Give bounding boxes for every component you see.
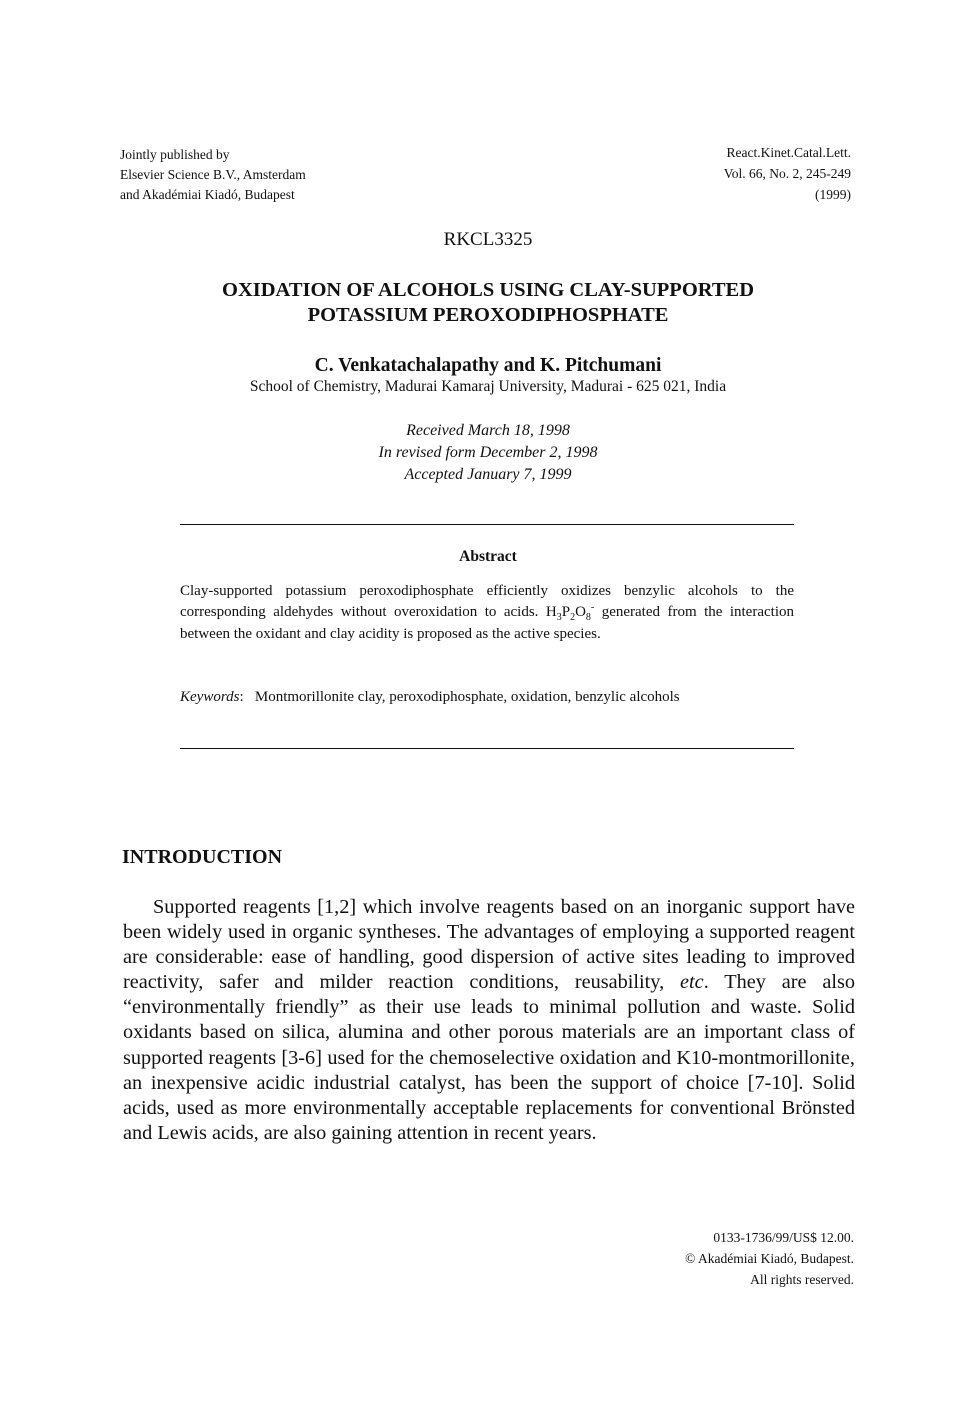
journal-name: React.Kinet.Catal.Lett. [726,145,851,160]
received-date: Received March 18, 1998 [406,422,570,439]
intro-etc: etc [680,971,704,994]
intro-text-part1: Supported reagents [1,2] which involve reagents based on an inorganic support have been widely used in organic syntheses. The advantages of employing a supported reagent are considerable: ease of handling, good dispersion of active sites leading to improved reactivity, safer and milder reaction conditions, reusability, [123,896,855,994]
revised-date: In revised form December 2, 1998 [378,444,598,461]
publisher-line: Elsevier Science B.V., Amsterdam [120,167,306,182]
keywords-list: Montmorillonite clay, peroxodiphosphate, oxidation, benzylic alcohols [254,689,680,705]
publisher-line: Jointly published by [120,147,230,162]
article-code: RKCL3325 [443,229,533,250]
copyright-holder: © Akadémiai Kiadó, Budapest. [685,1251,854,1266]
affiliation: School of Chemistry, Madurai Kamaraj University, Madurai - 625 021, India [249,378,727,395]
copyright-notice [685,1227,854,1290]
abstract-text-before: Clay-supported potassium peroxodiphosphate efficiently oxidizes benzylic alcohols to the corresponding aldehydes without overoxidation to acids. [180,583,794,621]
abstract-top-rule [180,524,794,525]
journal-year: (1999) [815,187,851,202]
submission-dates [0,420,976,486]
rights-reserved: All rights reserved. [750,1272,854,1287]
accepted-date: Accepted January 7, 1999 [404,466,572,483]
authors: C. Venkatachalapathy and K. Pitchumani [314,355,662,376]
title-line: OXIDATION OF ALCOHOLS USING CLAY-SUPPORTED [222,279,754,301]
keywords-label: Keywords [180,689,240,705]
keywords: Keywords: Montmorillonite clay, peroxodiphosphate, oxidation, benzylic alcohols [180,689,680,705]
intro-text-part2: . They are also “environmentally friendly” as their use leads to minimal pollution and waste. Solid oxidants based on silica, alumina and other porous materials are an important class of supported reagents [3-6] used for the chemoselective oxidation and K10-montmorillonite, an inexpensive acidic industrial catalyst, has been the support of choice [7-10]. Solid acids, used as more environmentally acceptable replacements for conventional Brönsted and Lewis acids, are also gaining attention in recent years. [123,971,855,1144]
title-line: POTASSIUM PEROXODIPHOSPHATE [307,304,669,326]
journal-volume: Vol. 66, No. 2, 245-249 [723,166,851,181]
abstract-text-after: generated from the interaction between the oxidant and clay acidity is proposed as the active species. [180,604,794,642]
abstract-heading: Abstract [459,548,517,565]
section-heading: INTRODUCTION [122,846,283,868]
introduction-paragraph [123,895,855,1146]
article-title [0,278,976,328]
publisher-info [120,145,306,205]
publisher-line: and Akadémiai Kiadó, Budapest [120,187,295,202]
issn-price: 0133-1736/99/US$ 12.00. [713,1230,854,1245]
journal-citation [724,142,851,205]
abstract-bottom-rule [180,748,794,749]
abstract-text [180,581,794,645]
chemical-formula: $H_3P_2O_8^-$ [545,602,595,624]
